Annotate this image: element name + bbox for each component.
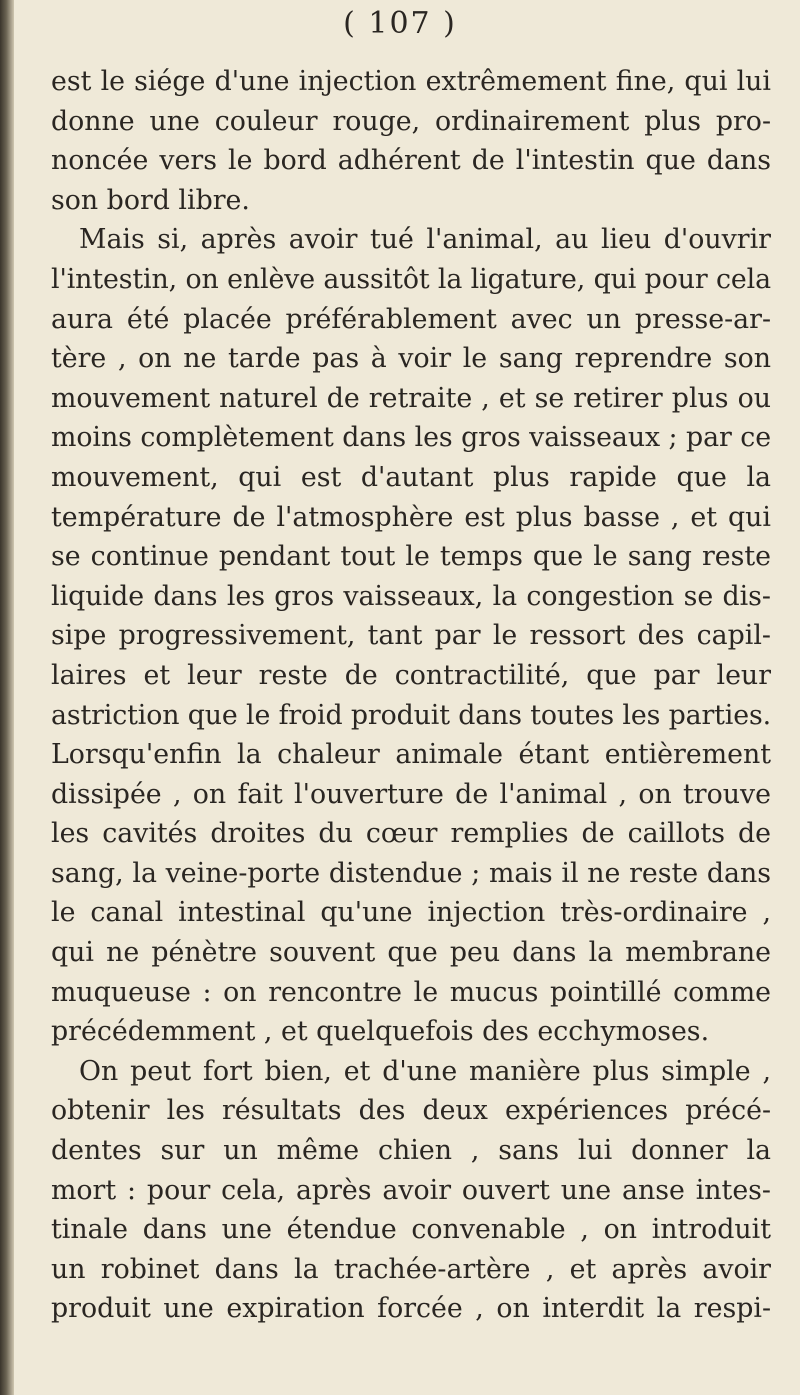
- text-line: sang, la veine-porte distendue ; mais il ne reste dans: [51, 857, 771, 889]
- text-line: Lorsqu'enfin la chaleur animale étant entièrement: [51, 739, 771, 771]
- text-line: le canal intestinal qu'une injection très-ordinaire ,: [51, 897, 771, 929]
- text-line: donne une couleur rouge, ordinairement plus pro-: [51, 105, 771, 137]
- text-line: son bord libre.: [51, 184, 250, 216]
- text-line: astriction que le froid produit dans toutes les parties.: [51, 699, 771, 731]
- text-line: dissipée , on fait l'ouverture de l'animal , on trouve: [51, 778, 771, 810]
- text-line: température de l'atmosphère est plus basse , et qui: [51, 501, 771, 533]
- text-line: dentes sur un même chien , sans lui donner la: [51, 1135, 771, 1167]
- text-line: qui ne pénètre souvent que peu dans la membrane: [51, 937, 771, 969]
- text-line: liquide dans les gros vaisseaux, la congestion se dis-: [51, 580, 771, 612]
- text-line: tère , on ne tarde pas à voir le sang reprendre son: [51, 343, 771, 375]
- text-line: moins complètement dans les gros vaisseaux ; par ce: [51, 422, 771, 454]
- text-line: un robinet dans la trachée-artère , et après avoir: [51, 1253, 771, 1285]
- text-line: mouvement naturel de retraite , et se retirer plus ou: [51, 382, 771, 414]
- text-line: mort : pour cela, après avoir ouvert une anse intes-: [51, 1174, 771, 1206]
- text-line: noncée vers le bord adhérent de l'intestin que dans: [51, 145, 771, 177]
- text-line: muqueuse : on rencontre le mucus pointillé comme: [51, 976, 771, 1008]
- text-line: produit une expiration forcée , on interdit la respi-: [51, 1293, 771, 1325]
- page-number: ( 107 ): [343, 6, 457, 41]
- text-line: obtenir les résultats des deux expériences précé-: [51, 1095, 771, 1127]
- text-line: se continue pendant tout le temps que le sang reste: [51, 541, 771, 573]
- text-line: mouvement, qui est d'autant plus rapide que la: [51, 461, 771, 493]
- text-line: est le siége d'une injection extrêmement fine, qui lui: [51, 66, 771, 97]
- text-line: aura été placée préférablement avec un presse-ar-: [51, 303, 771, 335]
- body-text: [51, 62, 771, 1329]
- text-line: laires et leur reste de contractilité, que par leur: [51, 659, 771, 691]
- text-line: sipe progressivement, tant par le ressort des capil-: [51, 620, 771, 652]
- text-line: On peut fort bien, et d'une manière plus simple ,: [79, 1055, 771, 1087]
- text-line: les cavités droites du cœur remplies de caillots de: [51, 818, 771, 850]
- text-line: précédemment , et quelquefois des ecchymoses.: [51, 1016, 710, 1048]
- text-line: tinale dans une étendue convenable , on introduit: [51, 1214, 771, 1246]
- text-line: l'intestin, on enlève aussitôt la ligature, qui pour cela: [51, 263, 771, 295]
- text-line: Mais si, après avoir tué l'animal, au lieu d'ouvrir: [79, 224, 771, 256]
